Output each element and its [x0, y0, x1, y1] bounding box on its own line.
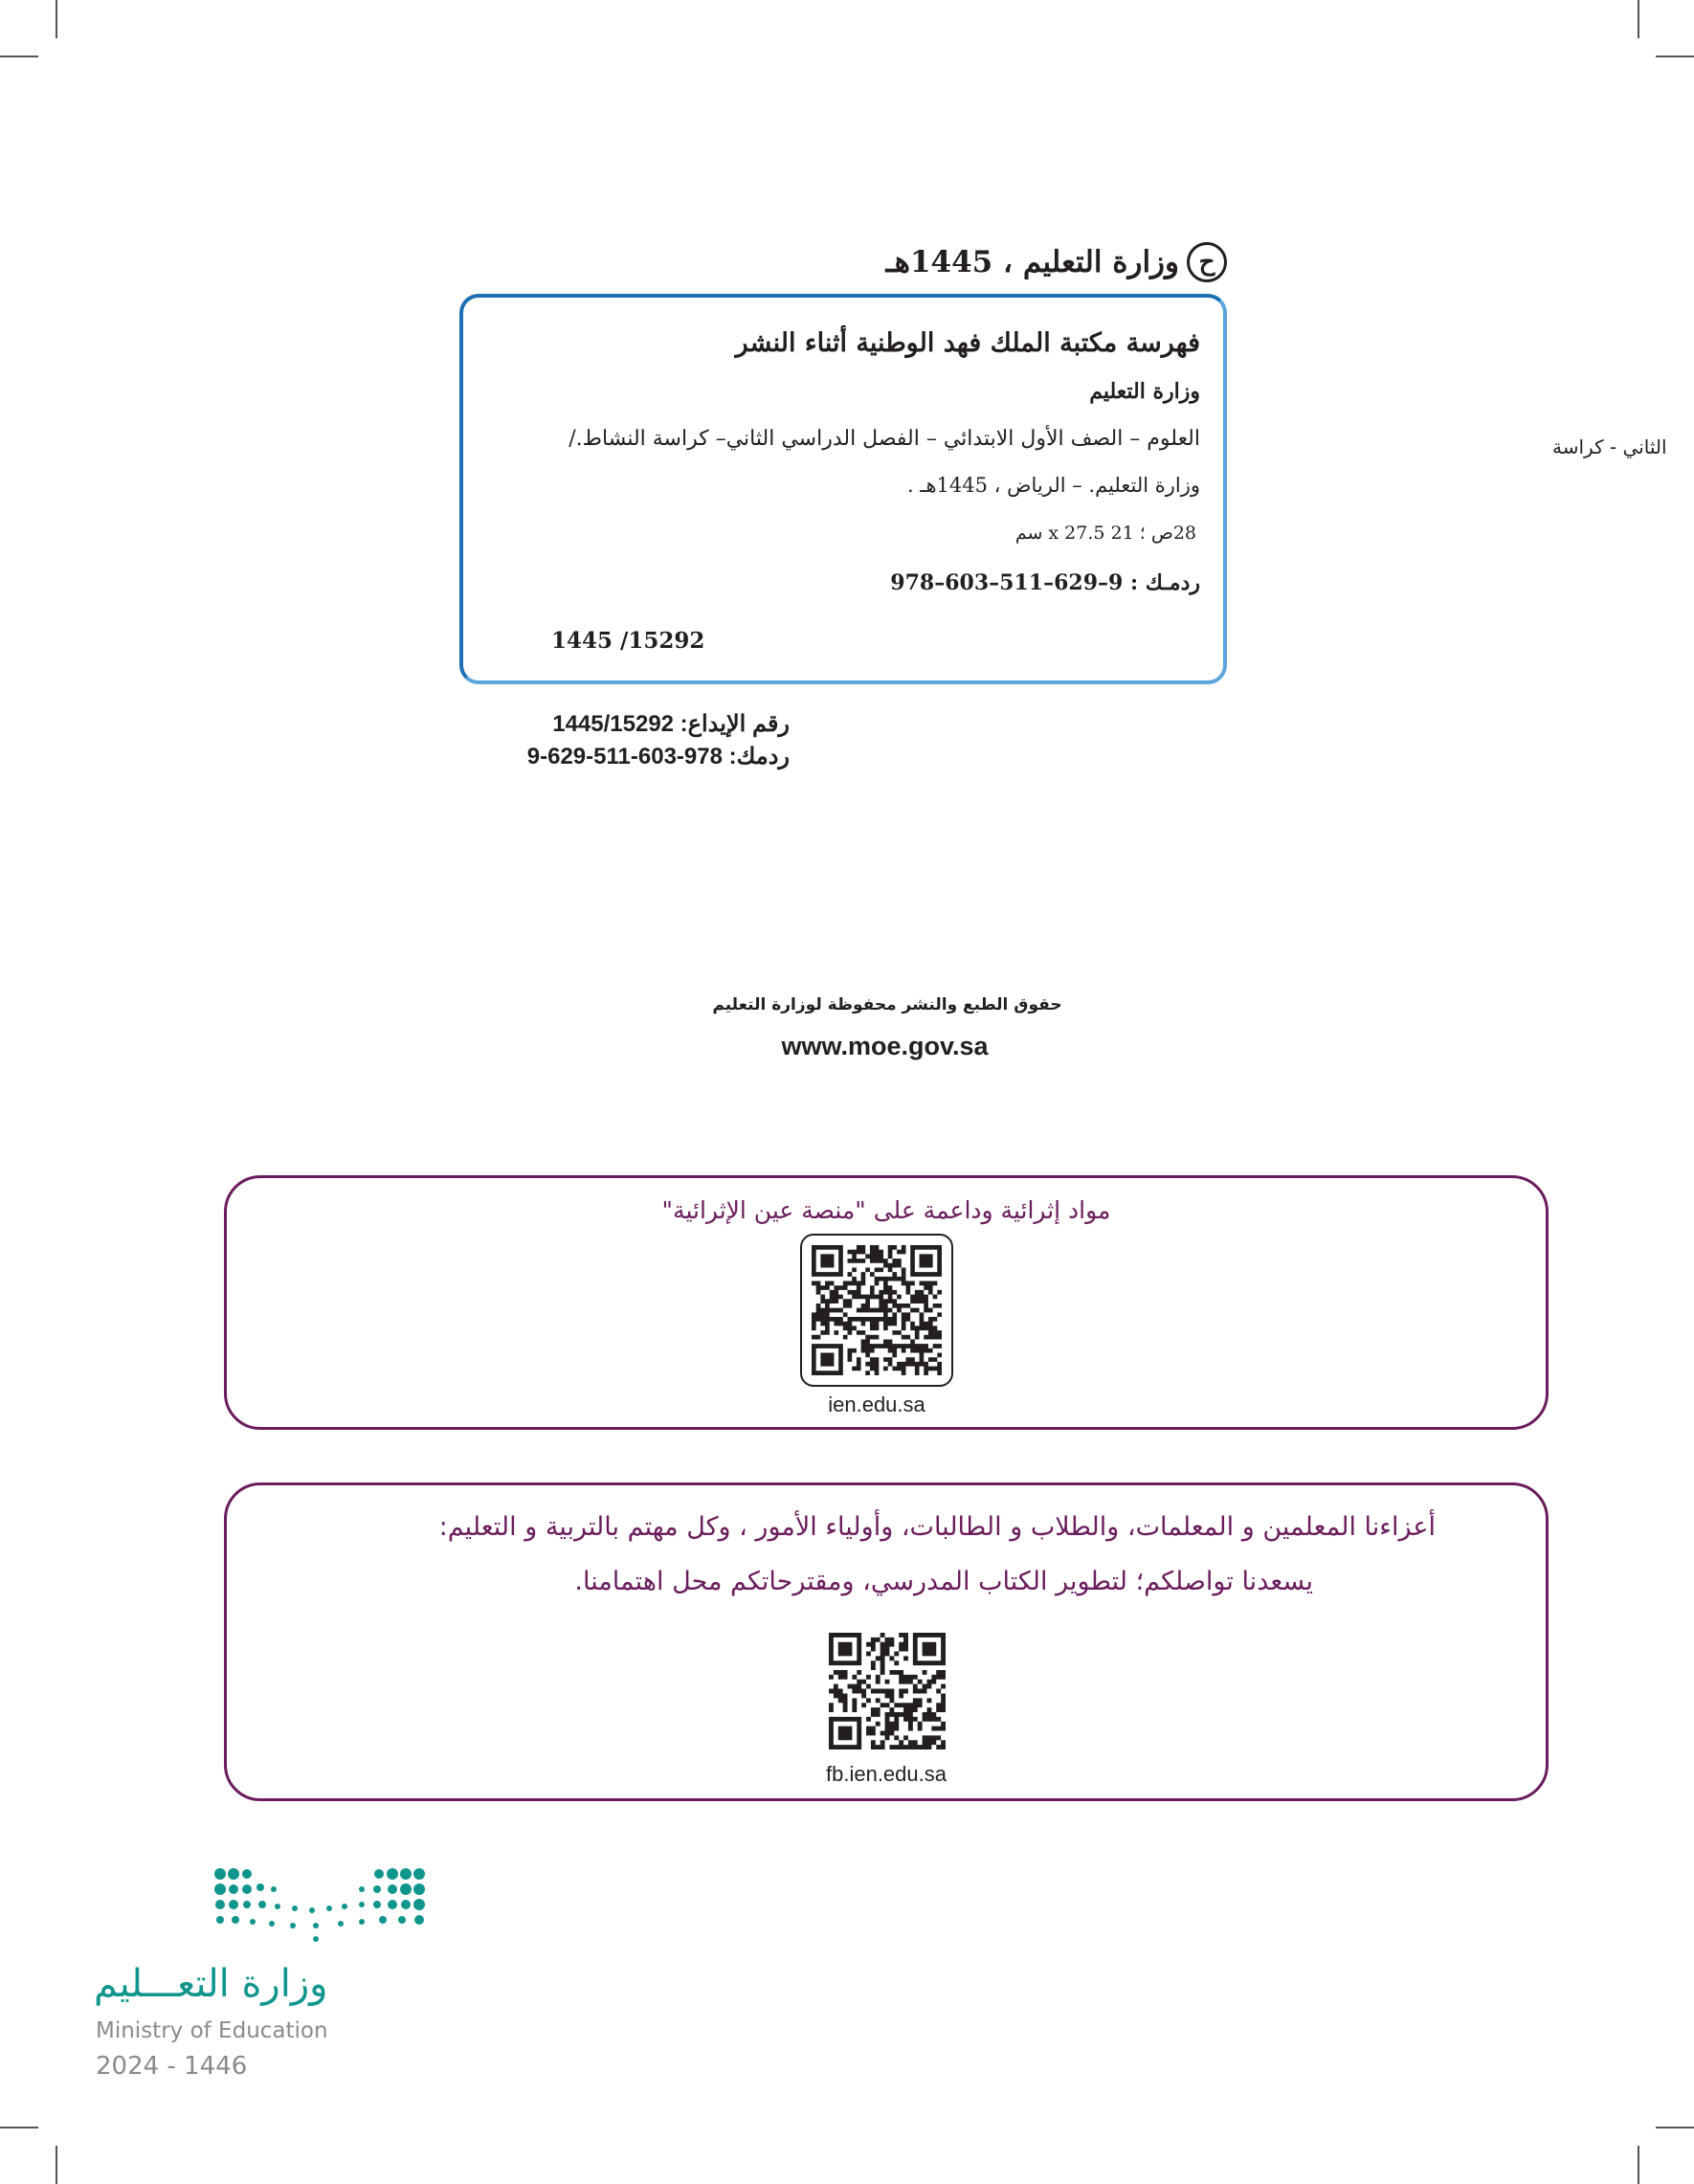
crop-mark: [1656, 2127, 1694, 2128]
logo-english-text: Ministry of Education: [96, 2018, 328, 2043]
catalog-deposit: 1445 /15292: [551, 628, 705, 654]
qr-code-icon: [812, 1245, 942, 1375]
feedback-line-2: يسعدنا تواصلكم؛ لتطوير الكتاب المدرسي، ومقترحاتكم محل اهتمامنا.: [574, 1567, 1313, 1596]
isbn-number: ردمك: 978-603-511-629-9: [526, 744, 790, 769]
qr-code-icon: [829, 1633, 946, 1749]
catalog-title: فهرسة مكتبة الملك فهد الوطنية أثناء النشر: [735, 328, 1200, 358]
deposit-info: [527, 708, 790, 773]
ministry-logo-icon: [209, 1866, 448, 1952]
copyright-text: وزارة التعليم ، 1445هـ: [885, 245, 1179, 279]
ien-title: مواد إثرائية وداعمة على "منصة عين الإثرائية": [661, 1196, 1111, 1224]
crop-mark: [1638, 2146, 1639, 2184]
feedback-url[interactable]: fb.ien.edu.sa: [826, 1762, 947, 1786]
logo-year: 2024 - 1446: [96, 2052, 248, 2081]
crop-mark: [56, 0, 57, 38]
catalog-publisher: وزارة التعليم: [1089, 379, 1200, 404]
feedback-line-1: أعزاءنا المعلمين و المعلمات، والطلاب و الطالبات، وأولياء الأمور ، وكل مهتم بالتربية و التعليم:: [438, 1512, 1436, 1542]
crop-mark: [1656, 56, 1694, 57]
website-link[interactable]: www.moe.gov.sa: [781, 1032, 989, 1060]
crop-mark: [0, 56, 38, 57]
deposit-number: رقم الإيداع: 1445/15292: [552, 711, 790, 737]
catalog-isbn: ردمـك : 9–629–511–603–978: [890, 570, 1200, 595]
feedback-qr-code[interactable]: [829, 1633, 946, 1749]
copyright-line: [886, 235, 1227, 289]
catalog-box: [459, 294, 1227, 684]
side-text: الثاني - كراسة: [1552, 435, 1667, 458]
ien-url[interactable]: ien.edu.sa: [828, 1393, 925, 1416]
crop-mark: [56, 2146, 57, 2184]
catalog-size: 28ص ؛ 21 x 27.5 سم: [1014, 523, 1196, 544]
crop-mark: [0, 2127, 38, 2128]
ien-qr-code[interactable]: [800, 1234, 953, 1387]
crop-mark: [1638, 0, 1639, 38]
rights-notice: حقوق الطبع والنشر محفوظة لوزارة التعليم: [712, 995, 1062, 1014]
catalog-city-year: وزارة التعليم. – الرياض ، 1445هـ .: [906, 474, 1200, 497]
copyright-symbol: ح: [1187, 242, 1227, 282]
logo-arabic-text: وزارة التعـــليم: [94, 1962, 328, 2006]
catalog-description: العلوم – الصف الأول الابتدائي – الفصل الدراسي الثاني– كراسة النشاط./: [568, 427, 1200, 451]
